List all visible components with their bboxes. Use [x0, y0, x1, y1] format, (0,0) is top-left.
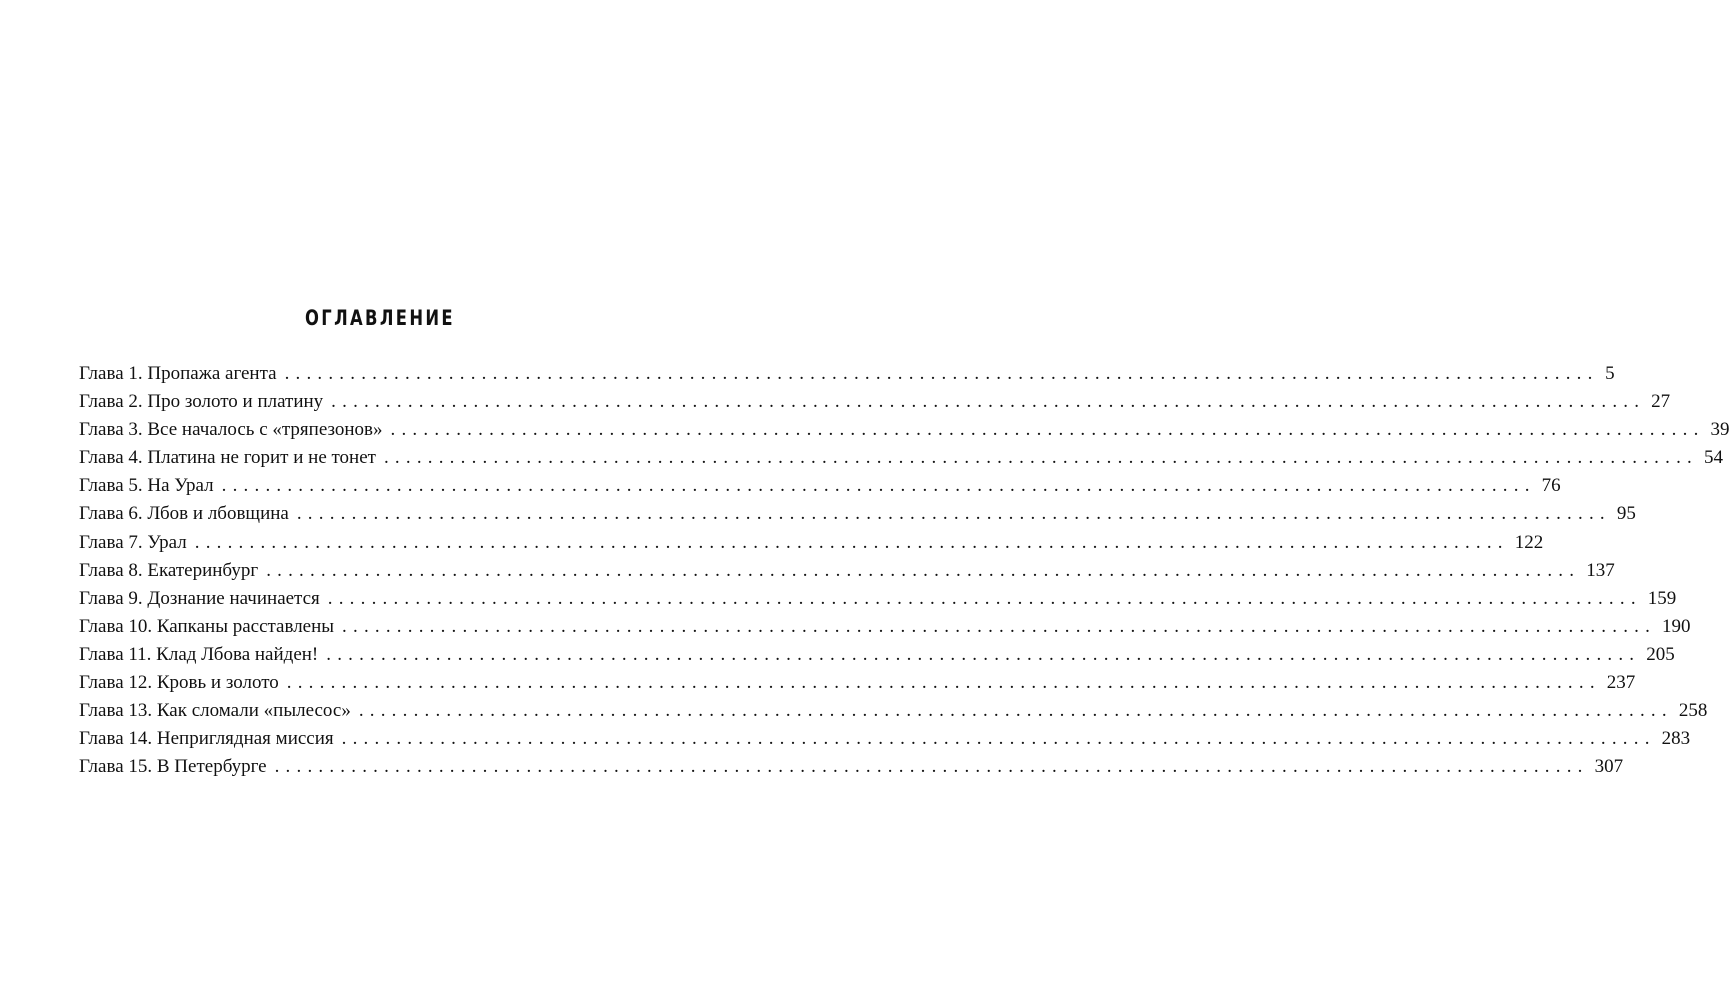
toc-entry-page: 307: [1594, 756, 1624, 778]
toc-entry-title: Глава 6. Лбов и лбовщина: [79, 503, 289, 525]
toc-entry: [79, 669, 1636, 697]
toc-entry-page: 95: [1616, 503, 1636, 525]
dot-leader: ........................................................................................................................: [326, 643, 1641, 665]
dot-leader: ........................................................................................................................: [266, 559, 1581, 581]
toc-entry-page: 5: [1605, 363, 1615, 384]
toc-entry-title: Глава 7. Урал: [79, 531, 187, 553]
toc-entry: [79, 613, 1691, 641]
toc-entry-page: 237: [1606, 672, 1636, 694]
toc-entry-page: 39: [1710, 419, 1730, 441]
toc-title: ОГЛАВЛЕНИЕ: [305, 306, 455, 330]
dot-leader: ........................................................................................................................: [331, 391, 1646, 413]
toc-entry: [79, 753, 1624, 781]
dot-leader: ........................................................................................................................: [342, 615, 1657, 637]
toc-entry-title: Глава 1. Пропажа агента: [79, 363, 277, 384]
dot-leader: ........................................................................................................................: [358, 700, 1673, 722]
toc-entry: [79, 444, 1723, 472]
toc-entry: [79, 557, 1615, 585]
toc-entry-title: Глава 12. Кровь и золото: [79, 672, 279, 694]
toc-entry: [79, 641, 1675, 669]
dot-leader: ........................................................................................................................: [194, 531, 1509, 553]
toc-entry-title: Глава 14. Неприглядная миссия: [79, 728, 334, 750]
dot-leader: ........................................................................................................................: [221, 475, 1536, 497]
dot-leader: ........................................................................................................................: [284, 363, 1599, 384]
toc-entry: [79, 725, 1691, 753]
dot-leader: ........................................................................................................................: [274, 756, 1589, 778]
dot-leader: ........................................................................................................................: [341, 728, 1656, 750]
toc-entry-title: Глава 15. В Петербурге: [79, 756, 267, 778]
toc-entry: [79, 500, 1636, 528]
toc-entry-page: 54: [1703, 447, 1723, 469]
toc-entry-title: Глава 10. Капканы расставлены: [79, 615, 335, 637]
toc-entry: [79, 472, 1561, 500]
toc-entry-page: 159: [1647, 587, 1677, 609]
toc-entry: [79, 529, 1544, 557]
toc-entry-page: 137: [1586, 559, 1615, 581]
toc-list: [79, 360, 1730, 781]
toc-entry: [79, 585, 1677, 613]
toc-entry: [79, 697, 1708, 725]
toc-entry-page: 76: [1541, 475, 1561, 497]
toc-entry-page: 283: [1661, 728, 1691, 750]
dot-leader: ........................................................................................................................: [327, 587, 1642, 609]
toc-entry: [79, 416, 1730, 444]
toc-entry-title: Глава 8. Екатеринбург: [79, 559, 259, 581]
toc-entry-title: Глава 5. На Урал: [79, 475, 214, 497]
dot-leader: ........................................................................................................................: [383, 447, 1698, 469]
toc-entry-page: 27: [1651, 391, 1671, 413]
dot-leader: ........................................................................................................................: [296, 503, 1611, 525]
toc-entry-title: Глава 2. Про золото и платину: [79, 391, 324, 413]
toc-entry-title: Глава 9. Дознание начинается: [79, 587, 320, 609]
toc-entry-page: 122: [1514, 531, 1544, 553]
toc-entry-page: 258: [1678, 700, 1708, 722]
toc-entry-title: Глава 11. Клад Лбова найден!: [79, 643, 319, 665]
toc-entry-title: Глава 13. Как сломали «пылесос»: [79, 700, 351, 722]
toc-entry-title: Глава 4. Платина не горит и не тонет: [79, 447, 376, 469]
dot-leader: ........................................................................................................................: [390, 419, 1705, 441]
toc-entry-page: 190: [1662, 615, 1691, 637]
toc-entry-page: 205: [1646, 643, 1675, 665]
toc-entry: [79, 360, 1615, 388]
toc-entry: [79, 388, 1671, 416]
toc-entry-title: Глава 3. Все началось с «тряпезонов»: [79, 419, 383, 441]
dot-leader: ........................................................................................................................: [286, 672, 1601, 694]
